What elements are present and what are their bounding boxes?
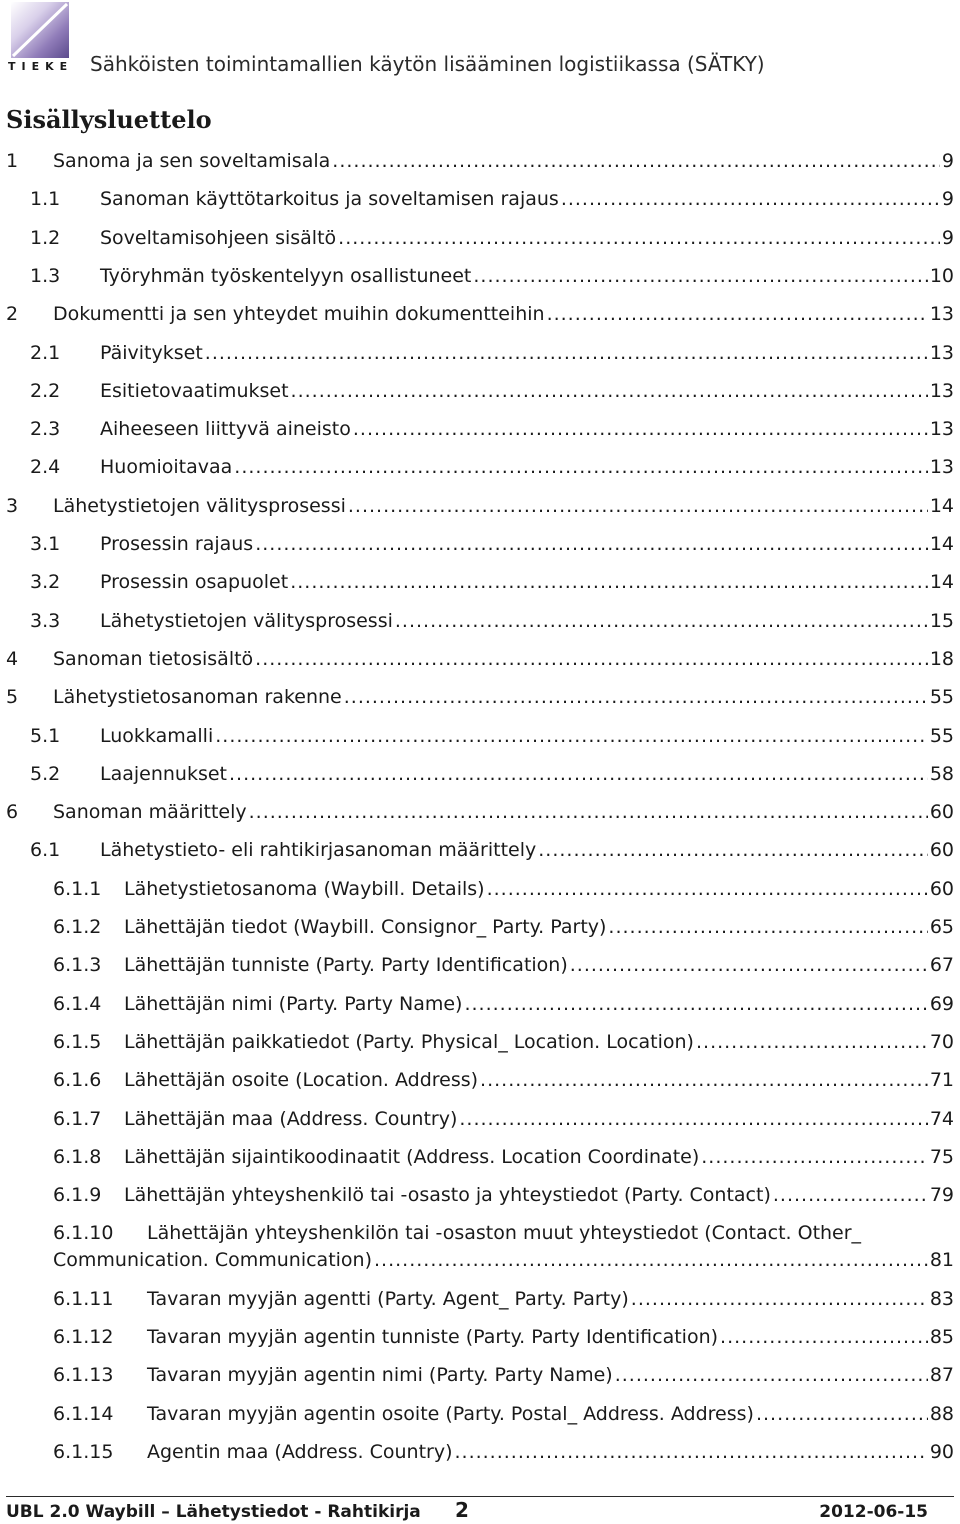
toc-entry-page: 13 — [929, 303, 954, 325]
toc-leader-dots — [773, 1182, 928, 1208]
toc-entry[interactable] — [53, 1106, 954, 1132]
toc-leader-dots — [756, 1401, 928, 1427]
toc-entry-number: 6.1.6 — [53, 1069, 102, 1091]
toc-entry[interactable] — [6, 646, 954, 672]
toc-entry-page: 14 — [929, 533, 954, 555]
toc-entry-title: Soveltamisohjeen sisältö — [100, 227, 337, 249]
toc-entry[interactable] — [53, 1286, 954, 1312]
toc-entry[interactable] — [53, 1401, 954, 1427]
toc-entry-title: Sanoman määrittely — [53, 801, 247, 823]
toc-entry-number: 6.1.2 — [53, 916, 102, 938]
toc-entry-page: 85 — [929, 1326, 954, 1348]
toc-entry[interactable] — [6, 301, 954, 327]
toc-entry-page: 15 — [929, 610, 954, 632]
toc-title: Sisällysluettelo — [6, 105, 212, 134]
toc-leader-dots — [332, 148, 940, 174]
toc-entry[interactable] — [30, 531, 954, 557]
toc-entry-page: 71 — [929, 1069, 954, 1091]
toc-entry-number: 5.1 — [30, 725, 61, 747]
toc-entry-title: Laajennukset — [100, 763, 228, 785]
toc-leader-dots — [701, 1144, 928, 1170]
toc-entry-number: 2.2 — [30, 380, 61, 402]
toc-entry[interactable] — [53, 1324, 954, 1350]
toc-leader-dots — [249, 799, 928, 825]
toc-entry-number: 2 — [6, 303, 19, 325]
toc-entry-page: 9 — [941, 227, 954, 249]
toc-entry[interactable] — [53, 991, 954, 1017]
toc-entry-page: 18 — [929, 648, 954, 670]
toc-entry-number: 6.1.11 — [53, 1288, 114, 1310]
logo-stripe-icon — [11, 2, 69, 58]
toc-leader-dots — [720, 1324, 928, 1350]
toc-entry-title: Prosessin osapuolet — [100, 571, 289, 593]
toc-entry-page: 88 — [929, 1403, 954, 1425]
toc-entry-title: Lähettäjän yhteyshenkilö tai -osasto ja yhteystiedot (Party. Contact) — [124, 1184, 771, 1206]
toc-entry[interactable] — [53, 914, 954, 940]
toc-leader-dots — [631, 1286, 928, 1312]
toc-entry-page: 55 — [929, 725, 954, 747]
toc-leader-dots — [291, 378, 928, 404]
toc-entry-number: 6.1.10 — [53, 1222, 114, 1244]
toc-entry-title: Tavaran myyjän agentin tunniste (Party. Party Identification) — [147, 1326, 719, 1348]
toc-entry[interactable] — [30, 723, 954, 749]
toc-entry-title: Aiheeseen liittyvä aineisto — [100, 418, 351, 440]
toc-entry-title: Lähetystietosanoma (Waybill. Details) — [124, 878, 485, 900]
toc-entry-title: Lähetystietojen välitysprosessi — [100, 610, 393, 632]
toc-entry-title: Lähetystietosanoman rakenne — [53, 686, 342, 708]
toc-leader-dots — [547, 301, 928, 327]
toc-leader-dots — [454, 1439, 927, 1465]
toc-entry[interactable] — [53, 1182, 954, 1208]
toc-leader-dots — [696, 1029, 928, 1055]
document-header-title: Sähköisten toimintamallien käytön lisääminen logistiikassa (SÄTKY) — [90, 52, 765, 76]
toc-entry-number: 6.1.14 — [53, 1403, 114, 1425]
toc-entry[interactable] — [30, 837, 954, 863]
toc-entry-title: Sanoman käyttötarkoitus ja soveltamisen rajaus — [100, 188, 559, 210]
toc-entry-page: 81 — [929, 1249, 954, 1271]
toc-entry-page: 9 — [941, 150, 954, 172]
toc-leader-dots — [487, 876, 928, 902]
toc-entry-page: 83 — [929, 1288, 954, 1310]
toc-entry-number: 1 — [6, 150, 19, 172]
toc-entry-number: 3.2 — [30, 571, 61, 593]
toc-entry-page: 13 — [929, 342, 954, 364]
toc-entry-title: Lähetystietojen välitysprosessi — [53, 495, 346, 517]
toc-entry-title: Päivitykset — [100, 342, 203, 364]
toc-entry-title: Lähettäjän sijaintikoodinaatit (Address. Location Coordinate) — [124, 1146, 700, 1168]
toc-entry-number: 6.1.13 — [53, 1364, 114, 1386]
toc-leader-dots — [229, 761, 928, 787]
footer-document-name: UBL 2.0 Waybill – Lähetystiedot - Rahtikirja — [6, 1502, 421, 1522]
toc-entry[interactable] — [30, 186, 954, 212]
toc-entry-number: 4 — [6, 648, 19, 670]
toc-entry-title: Tavaran myyjän agentin osoite (Party. Postal_ Address. Address) — [147, 1403, 754, 1425]
toc-entry-title: Lähettäjän nimi (Party. Party Name) — [124, 993, 463, 1015]
toc-entry-page: 9 — [941, 188, 954, 210]
toc-entry-number: 6.1.8 — [53, 1146, 102, 1168]
toc-entry-number: 6.1.5 — [53, 1031, 102, 1053]
toc-entry-number: 3.1 — [30, 533, 61, 555]
toc-entry-title: Tavaran myyjän agentti (Party. Agent_ Party. Party) — [147, 1288, 629, 1310]
toc-leader-dots — [255, 646, 928, 672]
toc-entry-title: Lähettäjän tiedot (Waybill. Consignor_ Party. Party) — [124, 916, 607, 938]
toc-entry-page: 75 — [929, 1146, 954, 1168]
toc-entry-title: Huomioitavaa — [100, 456, 233, 478]
toc-entry-page: 13 — [929, 456, 954, 478]
toc-entry-title: Lähettäjän tunniste (Party. Party Identification) — [124, 954, 568, 976]
toc-leader-dots — [215, 723, 928, 749]
tieke-logo — [8, 2, 72, 74]
toc-leader-dots — [464, 991, 927, 1017]
toc-entry-number: 6.1.7 — [53, 1108, 102, 1130]
toc-entry-page: 67 — [929, 954, 954, 976]
toc-entry[interactable] — [53, 1144, 954, 1170]
toc-entry-page: 14 — [929, 571, 954, 593]
toc-entry-number: 6.1.12 — [53, 1326, 114, 1348]
toc-entry-page: 60 — [929, 801, 954, 823]
logo-mark — [11, 2, 69, 58]
toc-entry-number: 1.2 — [30, 227, 61, 249]
toc-entry[interactable] — [53, 1439, 954, 1465]
toc-entry-number: 6.1.3 — [53, 954, 102, 976]
toc-entry-number: 6.1.4 — [53, 993, 102, 1015]
toc-entry[interactable] — [30, 378, 954, 404]
toc-entry-number: 5.2 — [30, 763, 61, 785]
toc-entry-page: 65 — [929, 916, 954, 938]
toc-leader-dots — [561, 186, 940, 212]
toc-entry-number: 1.3 — [30, 265, 61, 287]
toc-entry-page: 69 — [929, 993, 954, 1015]
toc-leader-dots — [538, 837, 928, 863]
toc-leader-dots — [473, 263, 927, 289]
toc-entry[interactable] — [30, 569, 954, 595]
toc-entry-page: 90 — [929, 1441, 954, 1463]
toc-entry-title: Lähettäjän osoite (Location. Address) — [124, 1069, 479, 1091]
toc-entry[interactable] — [53, 1362, 954, 1388]
toc-entry-page: 70 — [929, 1031, 954, 1053]
toc-entry-page: 58 — [929, 763, 954, 785]
toc-leader-dots — [290, 569, 928, 595]
toc-entry[interactable] — [6, 148, 954, 174]
toc-entry-title: Tavaran myyjän agentin nimi (Party. Party Name) — [147, 1364, 613, 1386]
footer-page-number: 2 — [455, 1498, 469, 1522]
toc-leader-dots — [395, 608, 928, 634]
toc-entry-title: Työryhmän työskentelyyn osallistuneet — [100, 265, 472, 287]
toc-entry[interactable] — [30, 454, 954, 480]
toc-entry-title: Dokumentti ja sen yhteydet muihin dokumentteihin — [53, 303, 545, 325]
toc-entry-number: 6.1.15 — [53, 1441, 114, 1463]
toc-entry-title: Sanoman tietosisältö — [53, 648, 254, 670]
toc-leader-dots — [480, 1067, 928, 1093]
toc-entry[interactable] — [53, 1029, 954, 1055]
toc-entry-title: Esitietovaatimukset — [100, 380, 289, 402]
footer-date: 2012-06-15 — [819, 1502, 928, 1522]
toc-entry-title: Prosessin rajaus — [100, 533, 254, 555]
toc-entry[interactable] — [30, 225, 954, 251]
toc-entry[interactable] — [6, 684, 954, 710]
toc-entry-page: 13 — [929, 418, 954, 440]
toc-entry[interactable] — [30, 340, 954, 366]
toc-entry-number: 6 — [6, 801, 19, 823]
toc-entry[interactable] — [30, 263, 954, 289]
toc-entry[interactable] — [53, 1220, 954, 1274]
toc-entry-page: 10 — [929, 265, 954, 287]
toc-leader-dots — [205, 340, 928, 366]
toc-entry-number: 6.1.9 — [53, 1184, 102, 1206]
footer-divider — [6, 1496, 954, 1497]
toc-entry[interactable] — [6, 799, 954, 825]
toc-entry-number: 6.1 — [30, 839, 61, 861]
toc-entry-number: 5 — [6, 686, 19, 708]
toc-leader-dots — [348, 493, 928, 519]
toc-entry[interactable] — [30, 761, 954, 787]
toc-entry-page: 60 — [929, 839, 954, 861]
toc-entry[interactable] — [30, 416, 954, 442]
toc-entry-page: 55 — [929, 686, 954, 708]
toc-entry[interactable] — [6, 493, 954, 519]
toc-entry-number: 6.1.1 — [53, 878, 102, 900]
toc-leader-dots — [615, 1362, 928, 1388]
logo-text: TIEKE — [8, 60, 74, 73]
toc-leader-dots — [344, 684, 928, 710]
toc-entry-page: 74 — [929, 1108, 954, 1130]
toc-leader-dots — [374, 1247, 928, 1273]
toc-entry-title: Luokkamalli — [100, 725, 214, 747]
toc-entry-title: Lähettäjän yhteyshenkilön tai -osaston muut yhteystiedot (Contact. Other_ — [147, 1222, 862, 1244]
toc-leader-dots — [255, 531, 928, 557]
toc-entry-page: 14 — [929, 495, 954, 517]
toc-entry[interactable] — [53, 876, 954, 902]
toc-entry-number: 2.3 — [30, 418, 61, 440]
toc-entry-number: 1.1 — [30, 188, 61, 210]
toc-entry-title: Sanoma ja sen soveltamisala — [53, 150, 331, 172]
toc-leader-dots — [570, 952, 928, 978]
toc-entry-title: Lähetystieto- eli rahtikirjasanoman määrittely — [100, 839, 537, 861]
toc-entry-title: Lähettäjän paikkatiedot (Party. Physical_ Location. Location) — [124, 1031, 694, 1053]
toc-entry-number: 3 — [6, 495, 19, 517]
toc-entry-title: Lähettäjän maa (Address. Country) — [124, 1108, 458, 1130]
toc-entry-number: 3.3 — [30, 610, 61, 632]
toc-entry-number: 2.4 — [30, 456, 61, 478]
toc-entry-number: 2.1 — [30, 342, 61, 364]
toc-leader-dots — [234, 454, 928, 480]
toc-entry[interactable] — [30, 608, 954, 634]
toc-entry-title-continuation: Communication. Communication) — [53, 1249, 373, 1271]
toc-entry-page: 79 — [929, 1184, 954, 1206]
toc-entry-title: Agentin maa (Address. Country) — [147, 1441, 453, 1463]
toc-entry[interactable] — [53, 1067, 954, 1093]
toc-leader-dots — [459, 1106, 927, 1132]
toc-leader-dots — [353, 416, 928, 442]
toc-entry-page: 87 — [929, 1364, 954, 1386]
toc-entry-page: 60 — [929, 878, 954, 900]
toc-leader-dots — [608, 914, 927, 940]
toc-entry-page: 13 — [929, 380, 954, 402]
toc-entry[interactable] — [53, 952, 954, 978]
toc-leader-dots — [338, 225, 940, 251]
